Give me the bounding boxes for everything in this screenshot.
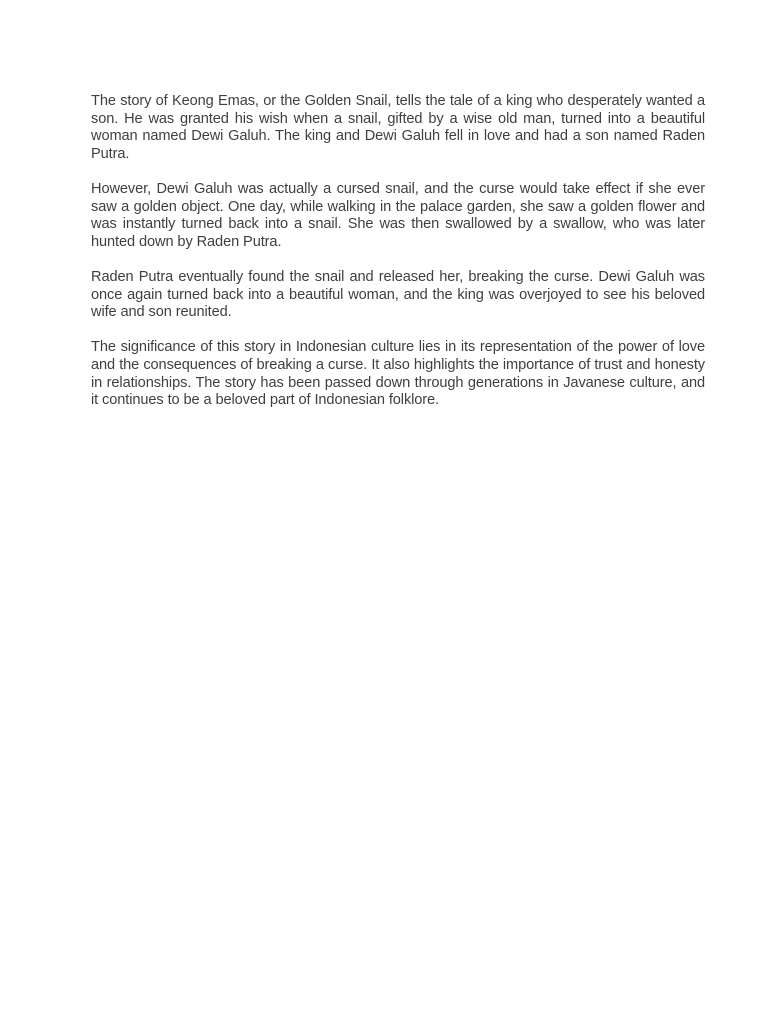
paragraph-3: Raden Putra eventually found the snail and released her, breaking the curse. Dewi Galuh was once again turned back into a beautiful woman, and the king was overjoyed to see his beloved wife and son reunited. [91, 268, 705, 321]
document-body [91, 93, 705, 427]
paragraph-4: The significance of this story in Indonesian culture lies in its representation of the power of love and the consequences of breaking a curse. It also highlights the importance of trust and honesty in relationships. The story has been passed down through generations in Javanese culture, and it continues to be a beloved part of Indonesian folklore. [91, 339, 705, 409]
paragraph-1: The story of Keong Emas, or the Golden Snail, tells the tale of a king who desperately wanted a son. He was granted his wish when a snail, gifted by a wise old man, turned into a beautiful woman named Dewi Galuh. The king and Dewi Galuh fell in love and had a son named Raden Putra. [91, 93, 705, 162]
paragraph-2: However, Dewi Galuh was actually a cursed snail, and the curse would take effect if she ever saw a golden object. One day, while walking in the palace garden, she saw a golden flower and was instantly turned back into a snail. She was then swallowed by a swallow, who was later hunted down by Raden Putra. [91, 180, 705, 250]
